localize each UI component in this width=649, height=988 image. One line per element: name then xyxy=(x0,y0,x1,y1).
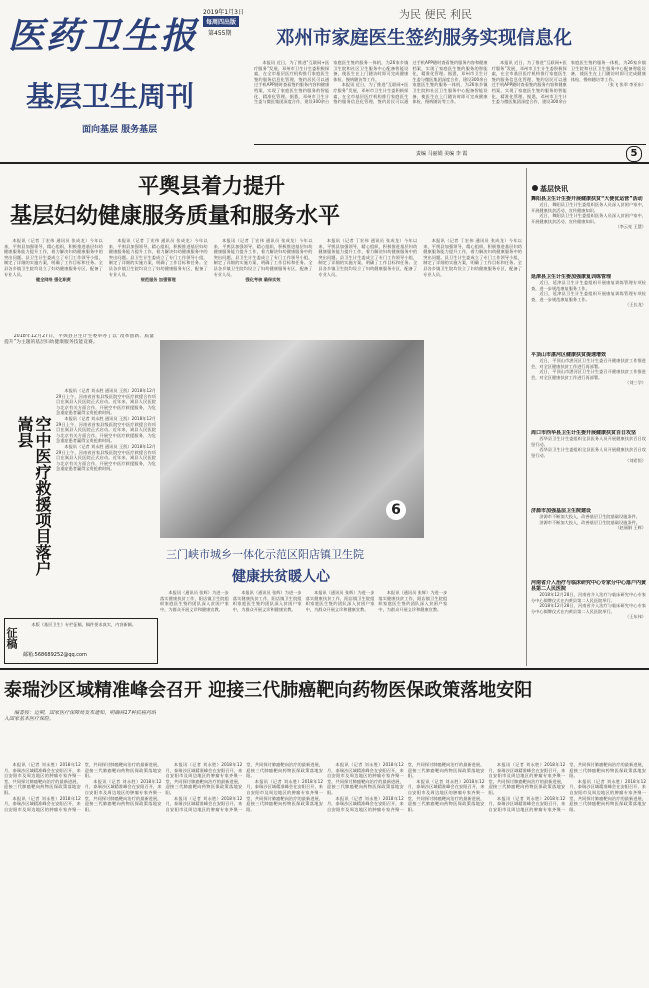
page-header-rule xyxy=(0,162,649,164)
issue-type: 每周四出版 xyxy=(203,16,239,27)
page-number: 5 xyxy=(626,146,642,162)
right-column-divider xyxy=(526,168,527,666)
top-story-body: 本报讯 近日，为了推进“互联网+医疗服务”发展，邓州市卫生计生委积极探索，在全市基层医疗机构推行家庭医生签约服务信息化管理，签约居民可以通过手机APP随时查看签约服务内容和健康档案，实现了家庭医生签约服务的智能化、精准化管理。据悉，邓州市卫生计生委与微医集团深度合作，建设300余台家庭医生签约服务一体机，为26家乡镇卫生院和社区卫生服务中心配备智能设备，使医生在上门随访时即可完成健康体检、慢病随访等工作。 本报讯 近日，为了推进“互联网+医疗服务”发展，邓州市卫生计生委积极探索，在全市基层医疗机构推行家庭医生签约服务信息化管理，签约居民可以通过手机APP随时查看签约服务内容和健康档案，实现了家庭医生签约服务的智能化、精准化管理。据悉，邓州市卫生计生委与微医集团深度合作，建设300余台家庭医生签约服务一体机，为26家乡镇卫生院和社区卫生服务中心配备智能设备，使医生在上门随访时即可完成健康体检、慢病随访等工作。 本报讯 近日，为了推进“互联网+医疗服务”发展，邓州市卫生计生委积极探索，在全市基层医疗机构推行家庭医生签约服务信息化管理，签约居民可以通过手机APP随时查看签约服务内容和健康档案，实现了家庭医生签约服务的智能化、精准化管理。据悉，邓州市卫生计生委与微医集团深度合作，建设300余台家庭医生签约服务一体机，为26家乡镇卫生院和社区卫生服务中心配备智能设备，使医生在上门随访时即可完成健康体检、慢病随访等工作。 （张飞 张翠 李亚东） xyxy=(254,60,646,105)
section-bullet-icon xyxy=(532,185,538,191)
bottom-lead: 编者按：近期，国家医疗保障局发布通知，明确将17种抗癌药纳入国家基本医疗保险。 xyxy=(4,710,156,723)
issue-number: 第455期 xyxy=(208,30,232,37)
issue-date: 2019年1月3日 xyxy=(203,9,244,16)
solicit-box xyxy=(4,618,158,664)
news-item: 河南省介入治疗与临床研究中心专家分中心落户内黄县第二人民医院 2018年12月28日，河南省介入治疗与临床研究中心专家分中心揭牌仪式在内黄县第二人民医院举行。 2018年12月28日，河南省介入治疗与临床研究中心专家分中心揭牌仪式在内黄县第二人民医院举行。 （王东伟） xyxy=(531,580,646,620)
photo-story-body: 本报讯（通讯员 张辉）为进一步落实健康扶贫工作，阳店镇卫生院组织家庭医生签约团队深入贫困户家中，为群众开展义诊和健康宣教。 本报讯（通讯员 张辉）为进一步落实健康扶贫工作，阳店镇卫生院组织家庭医生签约团队深入贫困户家中，为群众开展义诊和健康宣教。 本报讯（通讯员 张辉）为进一步落实健康扶贫工作，阳店镇卫生院组织家庭医生签约团队深入贫困户家中，为群众开展义诊和健康宣教。 本报讯（通讯员 张辉）为进一步落实健康扶贫工作，阳店镇卫生院组织家庭医生签约团队深入贫困户家中，为群众开展义诊和健康宣教。 xyxy=(160,590,448,612)
top-story-headline: 邓州市家庭医生签约服务实现信息化 xyxy=(276,28,573,49)
masthead xyxy=(0,0,260,160)
photo-headline: 健康扶贫暖人心 xyxy=(232,569,330,585)
top-divider xyxy=(254,144,646,145)
section-slogan: 面向基层 服务基层 xyxy=(82,125,158,135)
page-meta: 责编 马丽娟 美编 李 霞 xyxy=(416,151,468,157)
section-title: 基层卫生周刊 xyxy=(26,80,195,113)
top-story-kicker: 为民 便民 利民 xyxy=(399,8,472,21)
bottom-divider xyxy=(0,668,649,670)
news-item: 延津县卫生计生委加强康复训练管理 近日，延津县卫生计生委组织开展康复训练管理专项检查，进一步规范康复服务工作。 近日，延津县卫生计生委组织开展康复训练管理专项检查，进一步规范康复服务工作。 （王长龙） xyxy=(531,274,646,308)
news-item: 舞阳县卫生计生委开展健康扶贫“大便优运营”活动 近日，舞阳县卫生计生委组织医务人员深入贫困户家中，开展健康扶贫活动，宣传健康知识。 近日，舞阳县卫生计生委组织医务人员深入贫困户家中，开展健康扶贫活动，宣传健康知识。 （李云亮 王慧） xyxy=(531,196,646,230)
solicit-email[interactable]: 邮箱:568689252@qq.com xyxy=(23,652,87,658)
solicit-label: 征稿 xyxy=(5,627,18,649)
main-headline-2: 基层妇幼健康服务质量和服务水平 xyxy=(10,204,341,229)
news-photo xyxy=(160,340,424,538)
left-story-body: 本报讯（记者 刘永胜 通讯员 王凯）2018年12月29日上午，河南省首家县级医院空中医疗救援合作项目在嵩县人民医院正式启动。近年来，嵩县人民医院与北京有关方面合作，开展空中医疗救援服务，为危急重症患者赢得宝贵抢救时间。 本报讯（记者 刘永胜 通讯员 王凯）2018年12月29日上午，河南省首家县级医院空中医疗救援合作项目在嵩县人民医院正式启动。近年来，嵩县人民医院与北京有关方面合作，开展空中医疗救援服务，为危急重症患者赢得宝贵抢救时间。 本报讯（记者 刘永胜 通讯员 王凯）2018年12月29日上午，河南省首家县级医院空中医疗救援合作项目在嵩县人民医院正式启动。近年来，嵩县人民医院与北京有关方面合作，开展空中医疗救援服务，为危急重症患者赢得宝贵抢救时间。 xyxy=(56,388,156,472)
news-item: 济源市加强基层卫生院建设 济源市不断加大投入，改善基层卫生院基础设施条件。 济源市不断加大投入，改善基层卫生院基础设施条件。 （赵丽娟 王辉） xyxy=(531,508,646,531)
photo-number: 6 xyxy=(386,500,406,520)
news-item: 平顶山市湛河区健康扶贫提速增效 近日，平顶山市湛河区卫生计生委召开健康扶贫工作推进会，对全区健康扶贫工作进行再部署。 近日，平顶山市湛河区卫生计生委召开健康扶贫工作推进会，对全区健康扶贫工作进行再部署。 （刘三学） xyxy=(531,352,646,386)
newspaper-title: 医药卫生报 xyxy=(8,15,199,57)
photo-caption: 三门峡市城乡一体化示范区阳店镇卫生院 xyxy=(166,548,364,561)
right-column-news xyxy=(531,196,646,664)
left-story-headline: 空中医疗救援项目落户嵩县 xyxy=(15,416,52,576)
bottom-headline: 泰瑞沙区域精准峰会召开 迎接三代肺癌靶向药物医保政策落地安阳 xyxy=(4,680,533,701)
news-item: 周口市西华县卫生计生委开展健康扶贫百日攻坚 西华县卫生计生委组织全县医务人员开展健康扶贫百日攻坚行动。 西华县卫生计生委组织全县医务人员开展健康扶贫百日攻坚行动。 （刘希恒） xyxy=(531,430,646,464)
main-headline-1: 平舆县着力提升 xyxy=(138,174,285,198)
main-story-body: 本报讯（记者 丁宏伟 通讯员 张成龙）今年以来，平舆县加强领导，精心组织，积极推进基层妇幼健康服务能力提升工作，着力解决妇幼健康服务中的突出问题。县卫生计生委成立了专门工作领导小组，制定了详细的实施方案，明确了工作目标和任务。全县各乡镇卫生院均设立了妇幼健康服务专区，配备了专业人员。 健全网络 强化职责 本报讯（记者 丁宏伟 通讯员 张成龙）今年以来，平舆县加强领导，精心组织，积极推进基层妇幼健康服务能力提升工作，着力解决妇幼健康服务中的突出问题。县卫生计生委成立了专门工作领导小组，制定了详细的实施方案，明确了工作目标和任务。全县各乡镇卫生院均设立了妇幼健康服务专区，配备了专业人员。 规范服务 加强管理 本报讯（记者 丁宏伟 通讯员 张成龙）今年以来，平舆县加强领导，精心组织，积极推进基层妇幼健康服务能力提升工作，着力解决妇幼健康服务中的突出问题。县卫生计生委成立了专门工作领导小组，制定了详细的实施方案，明确了工作目标和任务。全县各乡镇卫生院均设立了妇幼健康服务专区，配备了专业人员。 强化考核 确保实效 本报讯（记者 丁宏伟 通讯员 张成龙）今年以来，平舆县加强领导，精心组织，积极推进基层妇幼健康服务能力提升工作，着力解决妇幼健康服务中的突出问题。县卫生计生委成立了专门工作领导小组，制定了详细的实施方案，明确了工作目标和任务。全县各乡镇卫生院均设立了妇幼健康服务专区，配备了专业人员。 本报讯（记者 丁宏伟 通讯员 张成龙）今年以来，平舆县加强领导，精心组织，积极推进基层妇幼健康服务能力提升工作，着力解决妇幼健康服务中的突出问题。县卫生计生委成立了专门工作领导小组，制定了详细的实施方案，明确了工作目标和任务。全县各乡镇卫生院均设立了妇幼健康服务专区，配备了专业人员。 xyxy=(4,238,522,283)
top-story xyxy=(254,4,646,144)
main-photo-note: 2018年12月27日，平舆县卫生计生委举办了以“改革创新、质量提升”为主题的基层妇幼健康服务技能竞赛。 xyxy=(4,334,154,346)
bottom-story-body: 本报讯（记者 刘永胜）2018年12月，泰瑞沙区域精准峰会在安阳召开，来自安阳市及周边地区的肿瘤专家齐聚一堂，共同探讨肺癌靶向治疗的最新进展，迎接三代肺癌靶向药物医保政策落地安阳。 本报讯（记者 刘永胜）2018年12月，泰瑞沙区域精准峰会在安阳召开，来自安阳市及周边地区的肿瘤专家齐聚一堂，共同探讨肺癌靶向治疗的最新进展，迎接三代肺癌靶向药物医保政策落地安阳。 本报讯（记者 刘永胜）2018年12月，泰瑞沙区域精准峰会在安阳召开，来自安阳市及周边地区的肿瘤专家齐聚一堂，共同探讨肺癌靶向治疗的最新进展，迎接三代肺癌靶向药物医保政策落地安阳。 本报讯（记者 刘永胜）2018年12月，泰瑞沙区域精准峰会在安阳召开，来自安阳市及周边地区的肿瘤专家齐聚一堂，共同探讨肺癌靶向治疗的最新进展，迎接三代肺癌靶向药物医保政策落地安阳。 本报讯（记者 刘永胜）2018年12月，泰瑞沙区域精准峰会在安阳召开，来自安阳市及周边地区的肿瘤专家齐聚一堂，共同探讨肺癌靶向治疗的最新进展，迎接三代肺癌靶向药物医保政策落地安阳。 本报讯（记者 刘永胜）2018年12月，泰瑞沙区域精准峰会在安阳召开，来自安阳市及周边地区的肿瘤专家齐聚一堂，共同探讨肺癌靶向治疗的最新进展，迎接三代肺癌靶向药物医保政策落地安阳。 本报讯（记者 刘永胜）2018年12月，泰瑞沙区域精准峰会在安阳召开，来自安阳市及周边地区的肿瘤专家齐聚一堂，共同探讨肺癌靶向治疗的最新进展，迎接三代肺癌靶向药物医保政策落地安阳。 本报讯（记者 刘永胜）2018年12月，泰瑞沙区域精准峰会在安阳召开，来自安阳市及周边地区的肿瘤专家齐聚一堂，共同探讨肺癌靶向治疗的最新进展，迎接三代肺癌靶向药物医保政策落地安阳。 本报讯（记者 刘永胜）2018年12月，泰瑞沙区域精准峰会在安阳召开，来自安阳市及周边地区的肿瘤专家齐聚一堂，共同探讨肺癌靶向治疗的最新进展，迎接三代肺癌靶向药物医保政策落地安阳。 本报讯（记者 刘永胜）2018年12月，泰瑞沙区域精准峰会在安阳召开，来自安阳市及周边地区的肿瘤专家齐聚一堂，共同探讨肺癌靶向治疗的最新进展，迎接三代肺癌靶向药物医保政策落地安阳。 本报讯（记者 刘永胜）2018年12月，泰瑞沙区域精准峰会在安阳召开，来自安阳市及周边地区的肿瘤专家齐聚一堂，共同探讨肺癌靶向治疗的最新进展，迎接三代肺癌靶向药物医保政策落地安阳。 本报讯（记者 刘永胜）2018年12月，泰瑞沙区域精准峰会在安阳召开，来自安阳市及周边地区的肿瘤专家齐聚一堂，共同探讨肺癌靶向治疗的最新进展，迎接三代肺癌靶向药物医保政策落地安阳。 xyxy=(4,762,646,812)
right-section-title: 基层快讯 xyxy=(532,184,568,194)
solicit-text: 本版《基层卫生》专栏征稿，稿件要求真实，内容新颖。 xyxy=(31,622,137,627)
